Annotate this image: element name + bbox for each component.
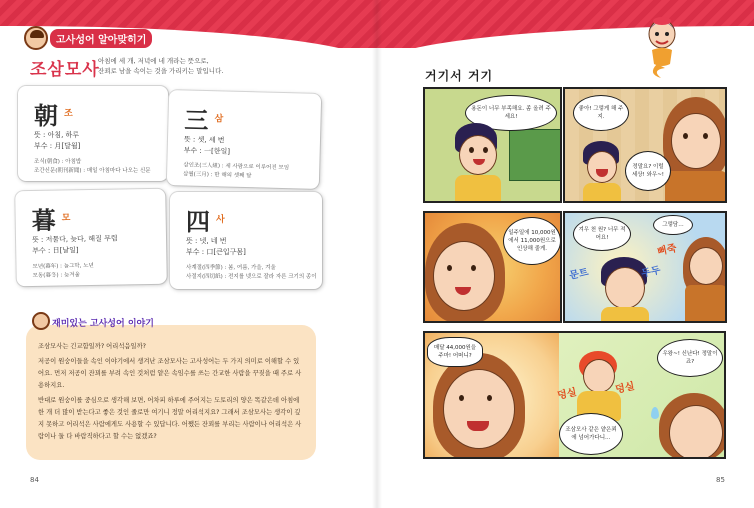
speech-bubble: 정말요? 이럴 세상! 와우~! [625,151,671,191]
hanja-example: 모동(暮冬) : 늦겨울 [32,272,80,280]
hanja-radical: 부수 : 月[달월] [34,142,81,150]
kid-face [583,359,615,393]
mom-eye [487,395,492,401]
mascot-icon [32,312,50,330]
kid-eye [483,147,488,153]
hanja-radical: 부수 : 口[큰입구몸] [186,248,246,256]
hanja-meaning: 뜻 : 저물다, 늦다, 해질 무렵 [31,234,118,245]
story-paragraph: 조삼모사는 긴교함일까? 어리석음일까? [38,343,147,350]
mom-face [433,241,495,311]
mom-face [443,369,515,449]
hanja-example: 사절지(四切紙) : 전지를 넷으로 잘라 자른 크기의 종이 [186,274,317,280]
comic-panel-5 [423,331,726,459]
mom-face [671,113,721,169]
story-header-label: 재미있는 고사성어 이야기 [52,319,154,329]
mom-dress [685,285,727,323]
idiom-description-line: 아침에 세 개, 저녁에 네 개라는 뜻으로, [98,57,209,65]
idiom-title: 조삼모사 [30,60,100,80]
story-paragraph: 저공이 원숭이들을 속인 이야기에서 생겨난 조삼모사는 고사성어는 두 가지 의미로 이해할 수 있어요. 먼저 저공이 잔꾀를 부려 속인 것처럼 얕은 속임수를 쓰는 간교한 사람을 꾸짖을 때 주로 사용하지요. [38,358,302,389]
hanja-example: 삼월(三月) : 한 해의 셋째 달 [182,171,252,180]
mom-dress [665,171,727,203]
hanja-example: 조간신문(朝刊新聞) : 매일 아침마다 나오는 신문 [34,168,151,174]
mom-eye [471,265,476,271]
hanja-example: 삼인조(三人組) : 세 사람으로 이루어진 모임 [183,162,290,172]
sound-effect: 덩실 [614,381,636,396]
hanja-reading: 모 [61,213,71,224]
kid-shirt [601,307,649,323]
page-number-left: 84 [30,476,39,484]
mom-face [689,247,723,285]
sound-effect: 두두 [640,265,662,280]
hanja-meaning: 뜻 : 아침, 하루 [34,131,80,139]
speech-bubble: 겨우 천 원? 너무 적어요! [573,217,631,251]
speech-bubble: 일주일에 10,000원에서 11,000원으로 인상해 줄게. [503,217,561,265]
comic-title: 거기서 거기 [425,69,494,83]
hanja-card-sam [167,90,321,189]
speech-bubble: 좋아! 그렇게 해 주지. [573,95,629,131]
page-number-right: 85 [716,476,725,484]
kid-shirt [583,183,621,203]
hanja-reading: 삼 [214,114,224,125]
speech-bubble: 조삼모사 같은 얕은꾀에 넘어가다니… [559,413,623,455]
hanja-example: 사계절(四季節) : 봄, 여름, 가을, 겨울 [186,265,276,271]
sweat-drop-icon [651,407,659,419]
hanja-card-jo [18,86,168,181]
sound-effect: 덩실 [556,387,578,402]
kid-face [605,267,645,309]
speech-bubble: 우왕~! 신난다! 정말이죠? [657,339,723,377]
mascot-icon [24,26,48,50]
hanja-card-sa [170,192,322,289]
panel-cabinet [509,129,562,181]
idiom-description-line: 잔꾀로 남을 속이는 것을 가리키는 말입니다. [98,67,224,75]
hanja-meaning: 뜻 : 넷, 네 번 [186,237,227,245]
mom-eye [703,133,708,139]
genie-mascot-icon [637,12,687,82]
hanja-radical: 부수 : 一[한일] [183,146,231,156]
mom-eye [683,133,688,139]
idiom-description [98,56,298,76]
hanja-character: 暮 [31,205,56,236]
speech-bubble: 용돈이 너무 부족해요. 좀 올려 주세요! [465,95,557,131]
hanja-character: 三 [184,105,209,136]
comic-panel-4 [563,211,727,323]
book-gutter [372,0,382,508]
hanja-radical: 부수 : 日[날일] [32,246,79,256]
story-box [26,325,316,460]
comic-panel-2 [563,87,727,203]
kid-shirt [455,175,501,203]
hanja-character: 朝 [34,101,58,130]
hanja-example: 모년(暮年) : 늘그막, 노년 [32,262,94,271]
section-tag-label: 고사성어 알아맞히기 [50,29,152,48]
hanja-character: 四 [186,207,210,236]
kid-eye [469,147,474,153]
hanja-reading: 사 [216,215,225,225]
kid-face [587,151,617,183]
hanja-example: 조식(朝食) : 아침밥 [34,159,82,165]
comic-panel-3 [423,211,562,323]
sound-effect: 뻐죽 [656,243,678,258]
kid-face [459,135,497,175]
speech-bubble: 그렇담… [653,215,693,235]
mom-eye [447,265,452,271]
comic-panel-1 [423,87,562,203]
story-paragraph: 반대로 원숭이를 중심으로 생각해 보면, 어차피 하루에 주어지는 도토리의 양은 똑같은데 아침에 한 개 더 많이 받는다고 좋은 것인 줄로만 여기니 정말 어리석지요? 그래서 조삼모사는 생각이 깊지 못하고 어리석은 사람에게도 사용할 수 있답니다. 어쨌든 잔꾀를 부리는 사람이나 어리석은 사람이나 둘 다 바람직하다고 할 수는 없겠죠? [38,397,302,440]
speech-bubble: 매달 44,000원을 주마! 어떠니? [427,337,483,367]
hanja-reading: 조 [64,109,73,119]
sound-effect: 문트 [568,267,590,282]
mom-face [669,405,723,459]
mom-eye [459,395,464,401]
hanja-card-mo [15,189,167,287]
section-tag [24,26,147,48]
hanja-meaning: 뜻 : 셋, 세 번 [183,135,225,145]
